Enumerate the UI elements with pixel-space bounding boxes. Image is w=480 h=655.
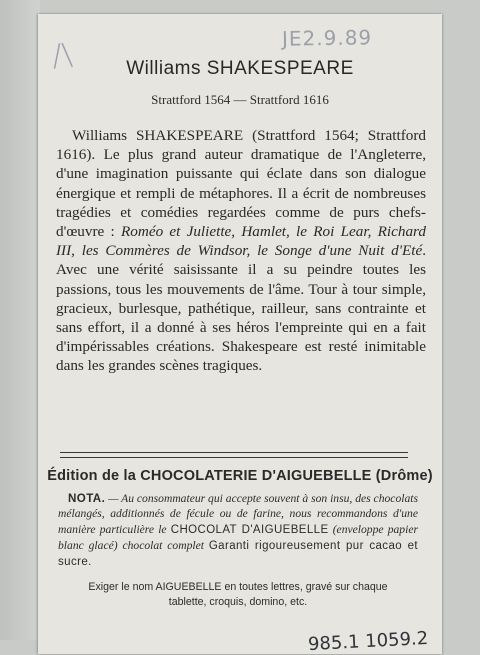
- pencil-date-annotation: JE2.9.89: [281, 25, 373, 51]
- exiger-line-1: Exiger le nom AIGUEBELLE en toutes lettres, gravé sur chaque: [88, 581, 388, 593]
- biography-paragraph: [56, 126, 426, 376]
- nota-label: NOTA.: [68, 492, 106, 505]
- nota-text-cont: (enveloppe papier blanc glacé) chocolat complet: [58, 522, 418, 552]
- exiger-notice: [58, 580, 418, 610]
- trade-card: [38, 14, 442, 654]
- nota-paragraph: [58, 491, 418, 570]
- catalog-number: 985.1 1059.2: [307, 627, 429, 655]
- divider-rule-bottom: [60, 457, 408, 458]
- biography-text-end: . Avec une vérité saisissante il a su peindre toutes les passions, tous les mouvements de l'âme. Tour à tour simple, gracieux, burlesque, pathétique, railleur, sans contrainte et sans effort, il a donné à ses héros l'empreinte qui en a fait d'impérissables créations. Shakespeare est resté inimitable dans les grandes scènes tragiques.: [56, 242, 426, 375]
- nota-text: — Au consommateur qui accepte souvent à son insu, des chocolats mélangés, additionnés de fécule ou de farine, nous recommandons d'une manière particulière le: [58, 492, 418, 536]
- works-list: Roméo et Juliette, Hamlet, le Roi Lear, Richard III, les Commères de Windsor, le Songe d'une Nuit d'Eté: [56, 223, 426, 260]
- card-title: Williams SHAKESPEARE: [126, 58, 354, 79]
- exiger-line-2: tablette, croquis, domino, etc.: [168, 596, 308, 608]
- card-subtitle: Strattford 1564 — Strattford 1616: [151, 92, 329, 107]
- nota-brand: CHOCOLAT D'AIGUEBELLE: [170, 523, 329, 536]
- nota-guarantee: Garanti rigoureusement pur cacao et sucre.: [58, 539, 418, 569]
- background-surface: [0, 0, 40, 640]
- divider-rule-top: [60, 452, 408, 453]
- pencil-corner-mark: /\: [50, 37, 74, 74]
- edition-heading: Édition de la CHOCOLATERIE D'AIGUEBELLE (Drôme): [47, 468, 433, 484]
- biography-text-start: Williams SHAKESPEARE (Strattford 1564; Strattford 1616). Le plus grand auteur dramatique de l'Angleterre, d'une imagination puissante qui éclate dans son dialogue énergique et rempli de métaphores. Il a écrit de nombreuses tragédies et comédies regardées comme de purs chefs-d'œuvre :: [56, 127, 426, 241]
